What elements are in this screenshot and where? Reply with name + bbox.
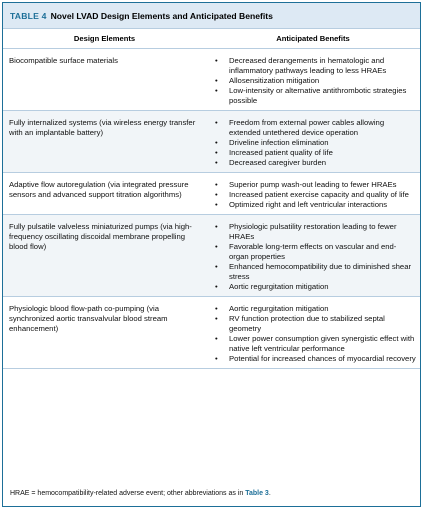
benefit-text: Driveline infection elimination xyxy=(229,138,329,147)
benefit-item xyxy=(212,86,416,106)
design-element-cell: Fully internalized systems (via wireless energy transfer with an implantable battery) xyxy=(3,111,206,173)
benefits-cell xyxy=(206,111,420,173)
header-design-elements: Design Elements xyxy=(3,29,206,49)
bullet-icon: • xyxy=(215,86,218,95)
benefits-list xyxy=(212,56,416,106)
benefits-list xyxy=(212,304,416,364)
header-anticipated-benefits: Anticipated Benefits xyxy=(206,29,420,49)
benefit-text: Increased patient quality of life xyxy=(229,148,333,157)
table-row xyxy=(3,49,420,111)
table-body xyxy=(3,49,420,369)
bullet-icon: • xyxy=(215,56,218,65)
table-title-bar xyxy=(3,3,420,29)
benefit-item xyxy=(212,304,416,314)
benefit-item xyxy=(212,138,416,148)
footnote-table-link[interactable]: Table 3 xyxy=(245,490,269,497)
table-row xyxy=(3,297,420,369)
benefit-item xyxy=(212,190,416,200)
bullet-icon: • xyxy=(215,304,218,313)
bullet-icon: • xyxy=(215,138,218,147)
bullet-icon: • xyxy=(215,314,218,323)
benefits-cell xyxy=(206,173,420,215)
design-element-cell: Adaptive flow autoregulation (via integrated pressure sensors and advanced support titration algorithms) xyxy=(3,173,206,215)
benefits-table xyxy=(3,29,420,369)
bullet-icon: • xyxy=(215,262,218,271)
benefit-text: Decreased caregiver burden xyxy=(229,158,327,167)
benefits-list xyxy=(212,222,416,292)
bullet-icon: • xyxy=(215,180,218,189)
benefit-item xyxy=(212,282,416,292)
benefits-list xyxy=(212,118,416,168)
benefit-text: RV function protection due to stabilized septal geometry xyxy=(229,314,385,333)
benefit-item xyxy=(212,242,416,262)
benefit-item xyxy=(212,148,416,158)
benefit-item xyxy=(212,158,416,168)
bullet-icon: • xyxy=(215,200,218,209)
table-row xyxy=(3,111,420,173)
bullet-icon: • xyxy=(215,148,218,157)
bullet-icon: • xyxy=(215,76,218,85)
bullet-icon: • xyxy=(215,354,218,363)
benefit-text: Decreased derangements in hematologic and inflammatory pathways leading to less HRAEs xyxy=(229,56,387,75)
benefit-item xyxy=(212,262,416,282)
benefits-cell xyxy=(206,215,420,297)
bullet-icon: • xyxy=(215,158,218,167)
benefits-cell xyxy=(206,297,420,369)
bullet-icon: • xyxy=(215,334,218,343)
benefit-text: Aortic regurgitation mitigation xyxy=(229,282,329,291)
benefit-item xyxy=(212,222,416,242)
benefit-text: Superior pump wash-out leading to fewer HRAEs xyxy=(229,180,397,189)
design-element-cell: Fully pulsatile valveless miniaturized pumps (via high-frequency oscillating discoidal membrane propelling blood flow) xyxy=(3,215,206,297)
footnote-end: . xyxy=(268,490,271,497)
benefit-text: Physiologic pulsatility restoration leading to fewer HRAEs xyxy=(229,222,397,241)
design-element-cell: Physiologic blood flow-path co-pumping (via synchronized aortic transvalvular blood stream enhancement) xyxy=(3,297,206,369)
design-element-cell: Biocompatible surface materials xyxy=(3,49,206,111)
benefit-item xyxy=(212,354,416,364)
benefit-text: Increased patient exercise capacity and quality of life xyxy=(229,190,409,199)
benefit-text: Aortic regurgitation mitigation xyxy=(229,304,329,313)
bullet-icon: • xyxy=(215,242,218,251)
table-row xyxy=(3,173,420,215)
bullet-icon: • xyxy=(215,118,218,127)
table-number: TABLE 4 xyxy=(10,10,47,21)
footnote-text: HRAE = hemocompatibility-related adverse event; other abbreviations as in xyxy=(10,490,246,497)
benefits-cell xyxy=(206,49,420,111)
benefit-item xyxy=(212,118,416,138)
table-frame xyxy=(2,2,421,507)
benefits-list xyxy=(212,180,416,210)
table-title: Novel LVAD Design Elements and Anticipated Benefits xyxy=(50,10,273,21)
benefit-item xyxy=(212,56,416,76)
benefit-item xyxy=(212,180,416,190)
benefit-item xyxy=(212,200,416,210)
benefit-item xyxy=(212,334,416,354)
bullet-icon: • xyxy=(215,222,218,231)
benefit-text: Low-intensity or alternative antithrombotic strategies possible xyxy=(229,86,407,105)
bullet-icon: • xyxy=(215,190,218,199)
benefit-text: Enhanced hemocompatibility due to diminished shear stress xyxy=(229,262,412,281)
header-row xyxy=(3,29,420,49)
table-row xyxy=(3,215,420,297)
benefit-text: Optimized right and left ventricular interactions xyxy=(229,200,388,209)
benefit-text: Potential for increased chances of myocardial recovery xyxy=(229,354,416,363)
benefit-text: Lower power consumption given synergistic effect with native left ventricular performance xyxy=(229,334,415,353)
benefit-text: Allosensitization mitigation xyxy=(229,76,320,85)
benefit-item xyxy=(212,314,416,334)
benefit-text: Favorable long-term effects on vascular and end-organ properties xyxy=(229,242,397,261)
footnote xyxy=(10,490,271,497)
benefit-text: Freedom from external power cables allowing extended untethered device operation xyxy=(229,118,385,137)
bullet-icon: • xyxy=(215,282,218,291)
benefit-item xyxy=(212,76,416,86)
